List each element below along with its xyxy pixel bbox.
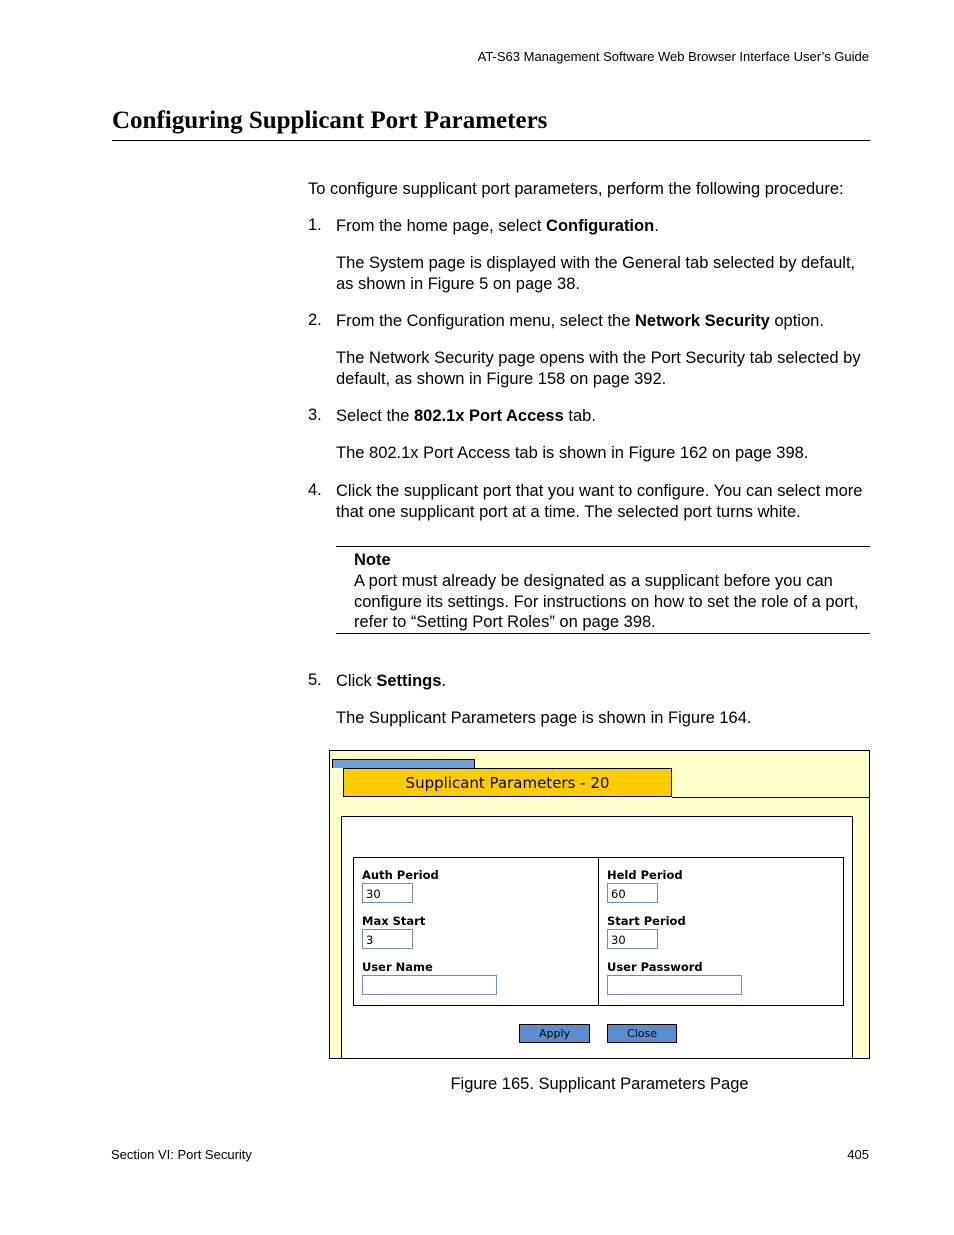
max-start-input[interactable]: 3 xyxy=(362,929,413,949)
menu-option-name: Configuration xyxy=(546,217,655,235)
settings-panel xyxy=(341,816,853,1059)
parameters-group xyxy=(353,857,844,1006)
start-period-input[interactable]: 30 xyxy=(607,929,658,949)
step-detail: The System page is displayed with the General tab selected by default, as shown in Figure 5 on page 38. xyxy=(336,254,856,293)
step-text: Select the 802.1x Port Access tab. xyxy=(336,407,596,425)
held-period-input[interactable]: 60 xyxy=(607,883,658,903)
footer-section: Section VI: Port Security xyxy=(111,1147,252,1162)
note-body: A port must already be designated as a supplicant before you can configure its settings. For instructions on how to set the role of a port, refer to “Setting Port Roles” on page 398. xyxy=(354,572,859,631)
user-name-label: User Name xyxy=(362,960,433,974)
user-name-input[interactable] xyxy=(362,975,497,995)
step-number: 1. xyxy=(308,216,322,234)
figure-caption: Figure 165. Supplicant Parameters Page xyxy=(450,1075,749,1093)
step-text: Click the supplicant port that you want to configure. You can select more that one supplicant port at a time. The selected port turns white. xyxy=(336,482,863,521)
step-detail: The 802.1x Port Access tab is shown in Figure 162 on page 398. xyxy=(336,444,809,462)
user-password-label: User Password xyxy=(607,960,703,974)
step-text: From the Configuration menu, select the Network Security option. xyxy=(336,312,824,330)
close-button[interactable]: Close xyxy=(607,1024,677,1043)
column-divider xyxy=(598,858,599,1005)
note-box xyxy=(336,546,870,634)
intro-paragraph: To configure supplicant port parameters, perform the following procedure: xyxy=(308,180,844,198)
step-text: From the home page, select Configuration. xyxy=(336,217,659,235)
held-period-label: Held Period xyxy=(607,868,683,882)
step-text: Click Settings. xyxy=(336,672,447,690)
step-number: 4. xyxy=(308,481,322,499)
tab-divider xyxy=(672,797,870,798)
section-title: Configuring Supplicant Port Parameters xyxy=(112,107,870,141)
step-number: 3. xyxy=(308,406,322,424)
menu-option-name: Network Security xyxy=(634,312,770,330)
menu-option-name: 802.1x Port Access xyxy=(413,407,564,425)
tab-supplicant-parameters[interactable]: Supplicant Parameters - 20 xyxy=(343,768,672,797)
page-number: 405 xyxy=(847,1147,869,1162)
tab-strip xyxy=(332,759,475,768)
menu-option-name: Settings xyxy=(376,672,442,690)
user-password-input[interactable] xyxy=(607,975,742,995)
step-number: 2. xyxy=(308,311,322,329)
apply-button[interactable]: Apply xyxy=(519,1024,590,1043)
auth-period-input[interactable]: 30 xyxy=(362,883,413,903)
step-detail: The Network Security page opens with the Port Security tab selected by default, as shown in Figure 158 on page 392. xyxy=(336,349,861,388)
note-title: Note xyxy=(354,551,391,569)
running-header: AT-S63 Management Software Web Browser Interface User’s Guide xyxy=(477,49,869,64)
start-period-label: Start Period xyxy=(607,914,686,928)
step-number: 5. xyxy=(308,671,322,689)
auth-period-label: Auth Period xyxy=(362,868,439,882)
step-detail: The Supplicant Parameters page is shown in Figure 164. xyxy=(336,709,752,727)
max-start-label: Max Start xyxy=(362,914,426,928)
supplicant-parameters-screenshot xyxy=(329,750,870,1059)
